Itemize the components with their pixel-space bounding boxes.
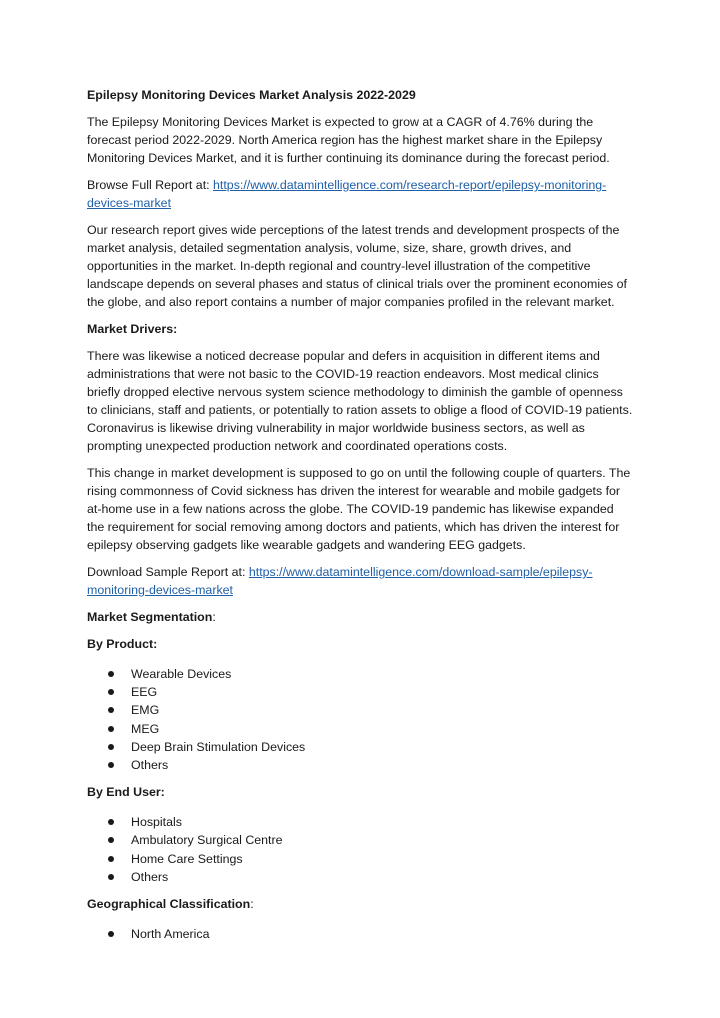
- list-item: Home Care Settings: [87, 850, 634, 868]
- list-item: Ambulatory Surgical Centre: [87, 831, 634, 849]
- market-segmentation-heading: [87, 608, 634, 626]
- list-item: EMG: [87, 701, 634, 719]
- browse-report-label: Browse Full Report at:: [87, 178, 214, 192]
- intro-paragraph: The Epilepsy Monitoring Devices Market is expected to grow at a CAGR of 4.76% during the forecast period 2022-2029. North America region has the highest market share in the Epilepsy Monitoring Devices Market, and it is further continuing its dominance during the forecast period.: [87, 115, 610, 165]
- by-product-list: [87, 665, 634, 774]
- geographical-classification-heading: [87, 895, 634, 913]
- list-item: Others: [87, 756, 634, 774]
- list-item: MEG: [87, 720, 634, 738]
- download-sample-label: Download Sample Report at:: [87, 565, 249, 579]
- download-sample-link[interactable]: https://www.datamintelligence.com/download-sample/epilepsy-monitoring-devices-market: [87, 565, 593, 597]
- market-segmentation-colon: :: [212, 610, 216, 624]
- list-item: Wearable Devices: [87, 665, 634, 683]
- list-item: North America: [87, 925, 634, 943]
- market-segmentation-label: Market Segmentation: [87, 610, 213, 624]
- by-end-user-heading: By End User:: [87, 785, 165, 800]
- browse-report-link[interactable]: https://www.datamintelligence.com/research-report/epilepsy-monitoring-devices-market: [87, 178, 607, 210]
- drivers-paragraph-1: There was likewise a noticed decrease popular and defers in acquisition in different items and administrations that were not basic to the COVID-19 reaction endeavors. Most medical clinics briefly dropped elective nervous system science methodology to diminish the gamble of openness to clinicians, staff and patients, or potentially to ration assets to oblige a flood of COVID-19 patients. Coronavirus is likewise driving vulnerability in major worldwide business sectors, as well as prompting unexpected production network and coordinated operations costs.: [87, 349, 633, 453]
- by-product-heading: By Product:: [87, 637, 158, 651]
- list-item: Others: [87, 868, 634, 886]
- list-item: Deep Brain Stimulation Devices: [87, 738, 634, 756]
- drivers-paragraph-2: This change in market development is supposed to go on until the following couple of quarters. The rising commonness of Covid sickness has driven the interest for wearable and mobile gadgets for at-home use in a few nations across the globe. The COVID-19 pandemic has likewise expanded the requirement for social removing among doctors and patients, which has driven the interest for epilepsy observing gadgets like wearable gadgets and wandering EEG gadgets.: [87, 466, 631, 552]
- browse-report-line: [87, 176, 634, 212]
- list-item: EEG: [87, 683, 634, 701]
- geography-list: [87, 925, 634, 943]
- document-title: Epilepsy Monitoring Devices Market Analysis 2022-2029: [87, 88, 416, 102]
- list-item: Hospitals: [87, 813, 634, 831]
- download-sample-line: [87, 563, 634, 599]
- geographical-classification-colon: :: [250, 897, 254, 912]
- geographical-classification-label: Geographical Classification: [87, 897, 251, 912]
- research-paragraph: Our research report gives wide perceptions of the latest trends and development prospects of the market analysis, detailed segmentation analysis, volume, size, share, growth drives, and opportunities in the market. In-depth regional and country-level illustration of the competitive landscape depends on several phases and status of clinical trials over the prominent economies of the globe, and also report contains a number of major companies profiled in the relevant market.: [87, 223, 627, 309]
- market-drivers-heading: Market Drivers:: [87, 322, 178, 336]
- by-end-user-list: [87, 813, 634, 886]
